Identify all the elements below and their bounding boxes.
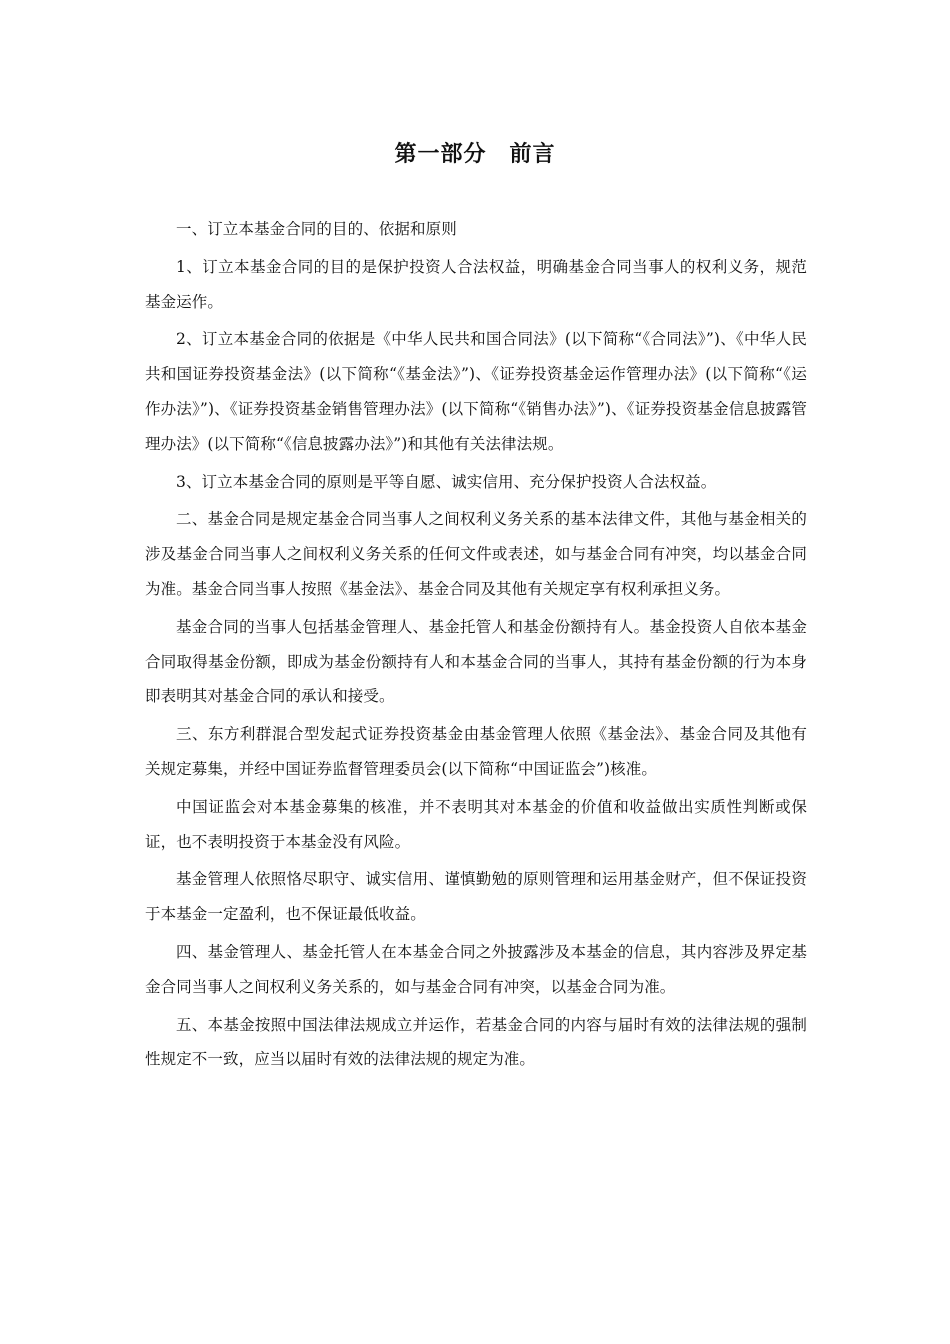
paragraph-disclosure: 四、基金管理人、基金托管人在本基金合同之外披露涉及本基金的信息，其内容涉及界定基金合同当事人之间权利义务关系的，如与基金合同有冲突，以基金合同为准。 xyxy=(145,942,807,996)
paragraph-contract-nature: 二、基金合同是规定基金合同当事人之间权利义务关系的基本法律文件，其他与基金相关的涉及基金合同当事人之间权利义务关系的任何文件或表述，如与基金合同有冲突，均以基金合同为准。基金合同当事人按照《基金法》、基金合同及其他有关规定享有权利承担义务。 xyxy=(145,510,807,598)
document-body xyxy=(145,212,807,1080)
paragraph-legal-basis: 2、订立本基金合同的依据是《中华人民共和国合同法》(以下简称“《合同法》”)、《中华人民共和国证券投资基金法》(以下简称“《基金法》”)、《证券投资基金运作管理办法》(以下简称“《运作办法》”)、《证券投资基金销售管理办法》(以下简称“《销售办法》”)、《证券投资基金信息披露管理办法》(以下简称“《信息披露办法》”)和其他有关法律法规。 xyxy=(145,330,807,453)
paragraph-manager-duty: 基金管理人依照恪尽职守、诚实信用、谨慎勤勉的原则管理和运用基金财产，但不保证投资于本基金一定盈利，也不保证最低收益。 xyxy=(145,870,807,924)
section-heading-purpose: 一、订立本基金合同的目的、依据和原则 xyxy=(176,220,457,238)
paragraph-principles: 3、订立本基金合同的原则是平等自愿、诚实信用、充分保护投资人合法权益。 xyxy=(176,472,717,491)
paragraph-governing-law: 五、本基金按照中国法律法规成立并运作，若基金合同的内容与届时有效的法律法规的强制性规定不一致，应当以届时有效的法律法规的规定为准。 xyxy=(145,1015,807,1069)
paragraph-purpose: 1、订立本基金合同的目的是保护投资人合法权益，明确基金合同当事人的权利义务，规范基金运作。 xyxy=(145,257,807,311)
page-title: 第一部分 前言 xyxy=(394,142,556,167)
paragraph-csrc-disclaimer: 中国证监会对本基金募集的核准，并不表明其对本基金的价值和收益做出实质性判断或保证，也不表明投资于本基金没有风险。 xyxy=(145,797,807,851)
paragraph-parties: 基金合同的当事人包括基金管理人、基金托管人和基金份额持有人。基金投资人自依本基金合同取得基金份额，即成为基金份额持有人和本基金合同的当事人，其持有基金份额的行为本身即表明其对基金合同的承认和接受。 xyxy=(145,617,807,706)
paragraph-fund-approval: 三、东方利群混合型发起式证券投资基金由基金管理人依照《基金法》、基金合同及其他有关规定募集，并经中国证券监督管理委员会(以下简称“中国证监会”)核准。 xyxy=(145,725,807,778)
